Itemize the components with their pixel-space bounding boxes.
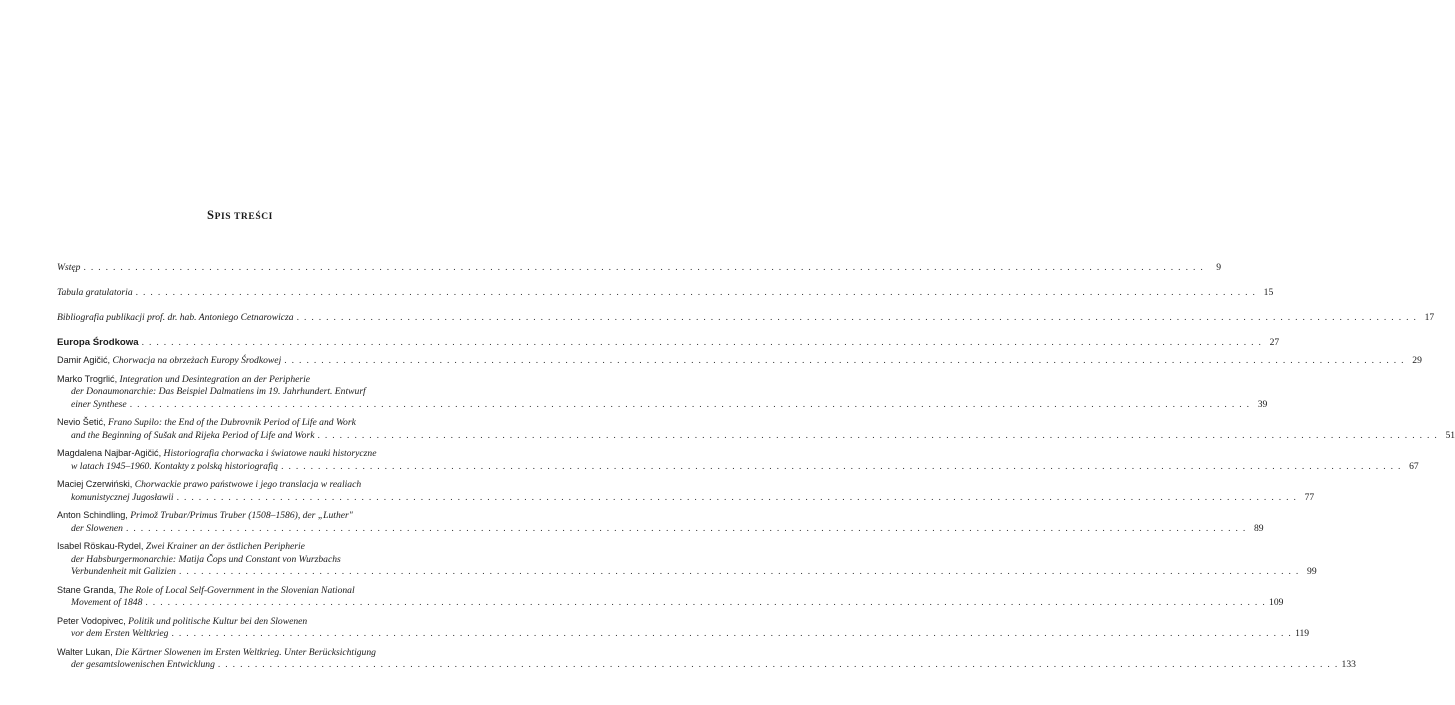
toc-line-text	[71, 399, 127, 411]
dot-leader	[126, 523, 1247, 535]
toc-page-number: 109	[1269, 597, 1284, 609]
toc-line	[57, 554, 433, 566]
toc-line	[57, 429, 1455, 442]
toc-author: Anton Schindling,	[57, 510, 128, 521]
toc-article-title: der gesamtslowenischen Entwicklung	[71, 659, 215, 671]
dot-leader	[130, 399, 1251, 411]
toc-page-number: 133	[1341, 659, 1356, 671]
toc-article-title: Zwei Krainer an der östlichen Peripherie	[145, 541, 305, 553]
toc-line-text	[57, 354, 281, 367]
toc-article-title: komunistycznej Jugosławii	[71, 491, 174, 503]
toc-line	[57, 659, 1356, 671]
toc-article-title: Verbundenheit mit Galizien	[71, 566, 176, 578]
toc-entry[interactable]	[57, 354, 1422, 367]
toc-line	[57, 628, 1310, 640]
toc-entry[interactable]	[57, 373, 1268, 411]
dot-leader	[142, 337, 1263, 349]
toc-line	[57, 491, 1315, 504]
toc-entry[interactable]	[57, 584, 1284, 610]
toc-entry[interactable]	[57, 286, 1274, 299]
toc-line-text	[71, 628, 168, 640]
toc-line	[57, 522, 1264, 535]
toc-author: Magdalena Najbar-Agičić,	[57, 448, 162, 459]
toc-page-number: 29	[1412, 355, 1422, 367]
toc-entry[interactable]	[57, 478, 1315, 504]
toc-line-text	[57, 478, 361, 491]
toc-article-title: Movement of 1848	[71, 597, 143, 609]
toc-line	[57, 646, 433, 659]
toc-line-text	[57, 646, 376, 659]
dot-leader	[281, 461, 1402, 473]
toc-line-text	[57, 509, 353, 522]
toc-article-title: Die Kärtner Slowenen im Ersten Weltkrieg. Unter Berücksichtigung	[115, 646, 376, 658]
toc-page-number: 39	[1257, 398, 1268, 410]
toc-article-title: w latach 1945–1960. Kontakty z polską historiografią	[71, 460, 279, 472]
toc-article-title: The Role of Local Self-Government in the Slovenian National	[118, 584, 355, 596]
toc-entry[interactable]	[57, 416, 1455, 442]
toc-line-text	[71, 554, 341, 566]
toc-line	[57, 584, 433, 597]
toc-entry-title: Tabula gratulatoria	[57, 286, 133, 298]
toc-page-number: 89	[1254, 522, 1264, 534]
toc-article-title: einer Synthese	[71, 398, 127, 410]
toc-line	[57, 373, 433, 386]
toc-page-number: 77	[1304, 491, 1315, 503]
toc-line	[57, 336, 1280, 349]
toc-author: Maciej Czerwiński,	[57, 479, 133, 490]
toc-page-number: 15	[1263, 286, 1274, 298]
dot-leader	[218, 659, 1339, 671]
toc-line-text	[57, 416, 356, 429]
toc-article-title: Politik und politische Kultur bei den Slowenen	[128, 615, 308, 627]
toc-line-text	[57, 540, 305, 553]
toc-author: Walter Lukan,	[57, 646, 113, 657]
dot-leader	[179, 566, 1300, 578]
toc-line-text	[71, 566, 176, 578]
dot-leader	[83, 262, 1204, 274]
toc-article-title: Primož Trubar/Primus Truber (1508–1586), der „Luther"	[130, 510, 353, 522]
toc-line-text	[71, 386, 366, 398]
toc-article-title: Chorwackie prawo państwowe i jego translacja w realiach	[134, 479, 362, 491]
toc-article-title: and the Beginning of Sušak and Rijeka Period of Life and Work	[71, 429, 315, 441]
toc-author: Damir Agičić,	[57, 355, 111, 366]
toc-entry[interactable]	[57, 509, 1264, 535]
toc-page-number: 51	[1445, 429, 1455, 441]
toc-line-text	[57, 615, 307, 628]
toc-author: Isabel Röskau-Rydel,	[57, 541, 144, 552]
toc-article-title: Integration und Desintegration an der Peripherie	[119, 373, 311, 385]
table-of-contents	[57, 262, 1455, 677]
toc-entry[interactable]	[57, 615, 1310, 641]
toc-entry-title: Wstęp	[57, 262, 81, 273]
toc-author: Peter Vodopivec,	[57, 615, 126, 626]
toc-line-text	[71, 597, 142, 609]
toc-line	[57, 597, 1284, 609]
toc-entry-title: Europa Środkowa	[57, 336, 139, 348]
toc-line	[57, 398, 1268, 411]
toc-entry[interactable]	[57, 646, 1356, 672]
toc-entry[interactable]	[57, 540, 1317, 578]
toc-author: Nevio Šetić,	[57, 417, 106, 428]
toc-line	[57, 615, 433, 628]
toc-line-text	[57, 373, 310, 386]
toc-line-text	[71, 659, 215, 671]
toc-article-title: Frano Supilo: the End of the Dubrovnik Period of Life and Work	[107, 417, 356, 429]
toc-line-text	[71, 461, 278, 473]
toc-line-text	[57, 447, 376, 460]
toc-author: Stane Granda,	[57, 584, 117, 595]
toc-article-title: Historiografia chorwacka i światowe nauki historyczne	[163, 448, 377, 460]
toc-article-title: der Slowenen	[71, 522, 123, 534]
page-title-rest: PIS TREŚCI	[214, 212, 273, 222]
dot-leader	[171, 628, 1292, 640]
page-title	[0, 208, 480, 223]
toc-page-number: 17	[1424, 311, 1435, 323]
toc-entry[interactable]	[57, 311, 1435, 324]
toc-entry-title: Bibliografia publikacji prof. dr. hab. Antoniego Cetnarowicza	[57, 311, 294, 323]
toc-article-title: der Habsburgermonarchie: Matija Čops und Constant von Wurzbachs	[71, 553, 341, 565]
dot-leader	[317, 430, 1438, 442]
toc-article-title: Chorwacja na obrzeżach Europy Środkowej	[112, 355, 282, 367]
toc-entry[interactable]	[57, 262, 1222, 274]
toc-line	[57, 311, 1435, 324]
toc-line	[57, 540, 433, 553]
page-title-initial: S	[207, 208, 215, 222]
toc-line	[57, 566, 1317, 578]
toc-line	[57, 416, 433, 429]
toc-line	[57, 354, 1422, 367]
toc-article-title: vor dem Ersten Weltkrieg	[71, 628, 169, 640]
dot-leader	[136, 287, 1257, 299]
toc-line-text	[71, 492, 174, 504]
dot-leader	[177, 492, 1298, 504]
toc-line-text	[57, 584, 355, 597]
toc-line	[57, 460, 1419, 473]
toc-line-text	[71, 430, 314, 442]
toc-line	[57, 286, 1274, 299]
toc-page-number: 27	[1269, 336, 1280, 348]
toc-page-number: 67	[1409, 460, 1419, 472]
toc-entry[interactable]	[57, 447, 1419, 473]
toc-line	[57, 509, 433, 522]
toc-line	[57, 478, 433, 491]
dot-leader	[297, 312, 1418, 324]
toc-page-number: 9	[1216, 262, 1222, 273]
toc-section[interactable]	[57, 336, 1280, 349]
toc-line-text	[71, 523, 123, 535]
toc-page-number: 99	[1307, 566, 1317, 578]
dot-leader	[145, 597, 1266, 609]
toc-author: Marko Trogrlić,	[57, 373, 118, 384]
toc-article-title: der Donaumonarchie: Das Beispiel Dalmatiens im 19. Jahrhundert. Entwurf	[71, 386, 366, 398]
dot-leader	[284, 355, 1405, 367]
toc-line	[57, 386, 433, 398]
toc-page-number: 119	[1295, 628, 1310, 640]
toc-line	[57, 262, 1222, 274]
toc-line	[57, 447, 433, 460]
